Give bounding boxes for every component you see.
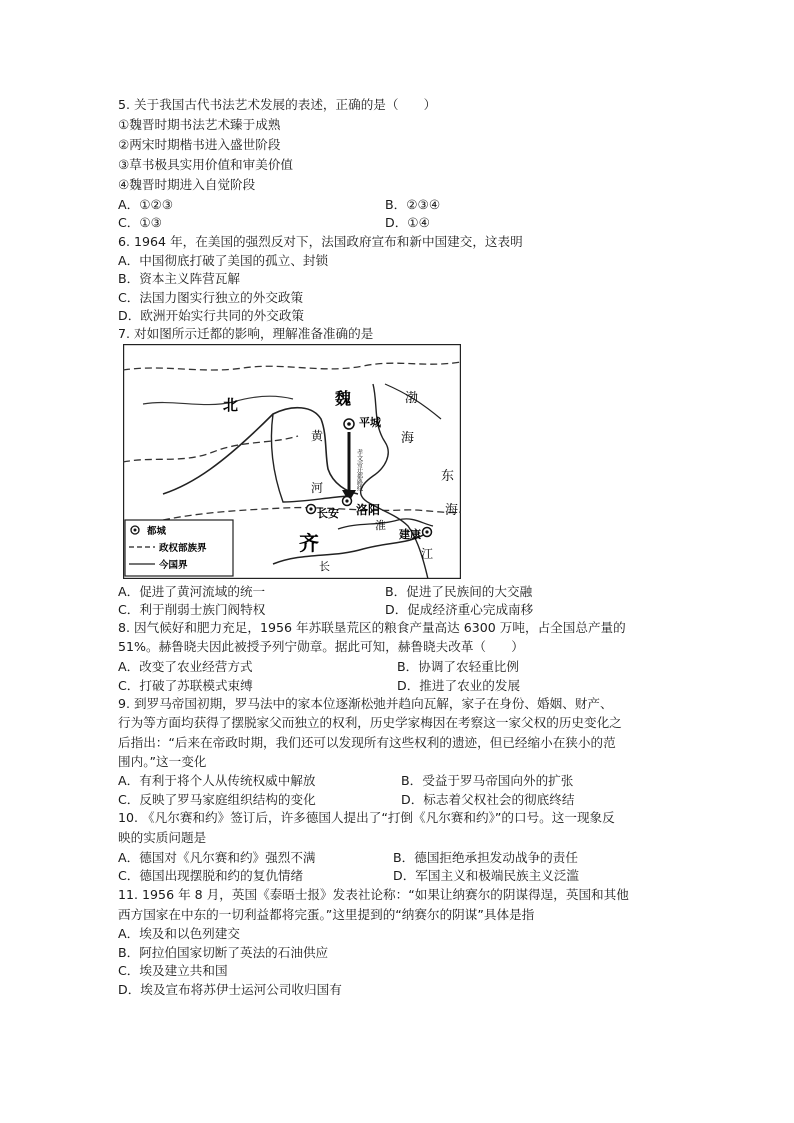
label-wei: 魏 xyxy=(335,389,352,408)
q7-option-a[interactable]: A．促进了黄河流域的统一 xyxy=(118,584,266,599)
q8-stem-line-2: 51%。赫鲁晓夫因此被授予列宁勋章。据此可知，赫鲁晓夫改革（ ） xyxy=(118,639,524,654)
label-jiankang: 建康 xyxy=(399,528,421,541)
q9-option-a[interactable]: A．有利于将个人从传统权威中解放 xyxy=(118,773,316,788)
q5-option-a[interactable]: A．①②③ xyxy=(118,197,174,212)
label-huai: 淮 xyxy=(375,519,386,532)
q6-option-c[interactable]: C．法国力图实行独立的外交政策 xyxy=(118,290,304,305)
q11-stem-line-2: 西方国家在中东的一切利益都将完蛋。”这里提到的“纳赛尔的阴谋”具体是指 xyxy=(118,907,535,922)
label-qi: 齐 xyxy=(299,531,319,555)
label-he: 河 xyxy=(311,481,324,495)
q6-option-a[interactable]: A．中国彻底打破了美国的孤立、封锁 xyxy=(118,253,329,268)
label-huang: 黄 xyxy=(311,429,324,443)
q7-option-d[interactable]: D．促成经济重心完成南移 xyxy=(385,602,534,617)
q8-option-c[interactable]: C．打破了苏联模式束缚 xyxy=(118,678,253,693)
q5-option-d[interactable]: D．①④ xyxy=(385,215,430,230)
q10-stem-line-1: 10. 《凡尔赛和约》签订后，许多德国人提出了“打倒《凡尔赛和约》”的口号。这一现象反 xyxy=(118,810,615,825)
q7-option-b[interactable]: B．促进了民族间的大交融 xyxy=(385,584,533,599)
label-hai-2: 海 xyxy=(445,503,459,518)
route-label: 孝文帝迁都路线 xyxy=(355,449,363,491)
label-changan: 长安 xyxy=(317,507,339,520)
label-pingcheng: 平城 xyxy=(359,416,381,429)
q10-option-a[interactable]: A．德国对《凡尔赛和约》强烈不满 xyxy=(118,850,316,865)
label-hai-1: 海 xyxy=(401,431,415,446)
q10-stem-line-2: 映的实质问题是 xyxy=(118,830,207,845)
q5-statement-3: ③草书极具实用价值和审美价值 xyxy=(118,157,294,172)
q9-stem-line-2: 行为等方面均获得了摆脱家父而独立的权利，历史学家梅因在考察这一家父权的历史变化之 xyxy=(118,715,622,730)
q6-stem: 6. 1964 年，在美国的强烈反对下，法国政府宣布和新中国建交，这表明 xyxy=(118,234,523,249)
q5-statement-4: ④魏晋时期进入自觉阶段 xyxy=(118,177,256,192)
q11-stem-line-1: 11. 1956 年 8 月，英国《泰晤士报》发表社论称：“如果让纳赛尔的阴谋得逞，英国和其他 xyxy=(118,887,629,902)
label-dong: 东 xyxy=(441,469,455,484)
q9-stem-line-3: 后指出：“后来在帝政时期，我们还可以发现所有这些权利的遗迹，但已经缩小在狭小的范 xyxy=(118,735,616,750)
q5-statement-2: ②两宋时期楷书进入盛世阶段 xyxy=(118,137,281,152)
label-bo: 渤 xyxy=(405,391,419,406)
label-chang: 长 xyxy=(319,560,330,573)
q5-stem: 5. 关于我国古代书法艺术发展的表述，正确的是（ ） xyxy=(118,97,437,112)
legend-capital-label: 都城 xyxy=(147,526,167,537)
q9-option-b[interactable]: B．受益于罗马帝国向外的扩张 xyxy=(401,773,574,788)
q10-option-d[interactable]: D．军国主义和极端民族主义泛滥 xyxy=(393,868,580,883)
q5-option-c[interactable]: C．①③ xyxy=(118,215,162,230)
legend-border-label: 政权部族界 xyxy=(159,543,207,554)
q8-option-a[interactable]: A．改变了农业经营方式 xyxy=(118,659,253,674)
q5-option-b[interactable]: B．②③④ xyxy=(385,197,441,212)
label-luoyang: 洛阳 xyxy=(356,503,381,517)
q11-option-a[interactable]: A．埃及和以色列建交 xyxy=(118,926,240,941)
q8-option-b[interactable]: B．协调了农轻重比例 xyxy=(397,659,519,674)
q11-option-c[interactable]: C．埃及建立共和国 xyxy=(118,963,228,978)
q9-stem-line-1: 9. 到罗马帝国初期，罗马法中的家本位逐渐松弛并趋向瓦解，家子在身份、婚姻、财产、 xyxy=(118,696,613,711)
q5-statement-1: ①魏晋时期书法艺术臻于成熟 xyxy=(118,117,281,132)
label-jiang: 江 xyxy=(421,547,434,561)
q9-option-c[interactable]: C．反映了罗马家庭组织结构的变化 xyxy=(118,792,316,807)
label-north: 北 xyxy=(223,396,239,414)
q6-option-d[interactable]: D．欧洲开始实行共同的外交政策 xyxy=(118,308,305,323)
q8-stem-line-1: 8. 因气候好和肥力充足，1956 年苏联垦荒区的粮食产量高达 6300 万吨，占全国总产量的 xyxy=(118,620,626,635)
migration-map xyxy=(123,344,461,579)
q10-option-c[interactable]: C．德国出现摆脱和约的复仇情绪 xyxy=(118,868,304,883)
q11-option-d[interactable]: D．埃及宣布将苏伊士运河公司收归国有 xyxy=(118,982,342,997)
q8-option-d[interactable]: D．推进了农业的发展 xyxy=(397,678,521,693)
q7-stem: 7. 对如图所示迁都的影响，理解准备准确的是 xyxy=(118,326,374,341)
q7-option-c[interactable]: C．利于削弱士族门阀特权 xyxy=(118,602,266,617)
q11-option-b[interactable]: B．阿拉伯国家切断了英法的石油供应 xyxy=(118,945,329,960)
q10-option-b[interactable]: B．德国拒绝承担发动战争的责任 xyxy=(393,850,578,865)
q9-stem-line-4: 围内。”这一变化 xyxy=(118,754,207,769)
legend-modern-label: 今国界 xyxy=(159,560,188,571)
q6-option-b[interactable]: B．资本主义阵营瓦解 xyxy=(118,271,240,286)
q9-option-d[interactable]: D．标志着父权社会的彻底终结 xyxy=(401,792,575,807)
